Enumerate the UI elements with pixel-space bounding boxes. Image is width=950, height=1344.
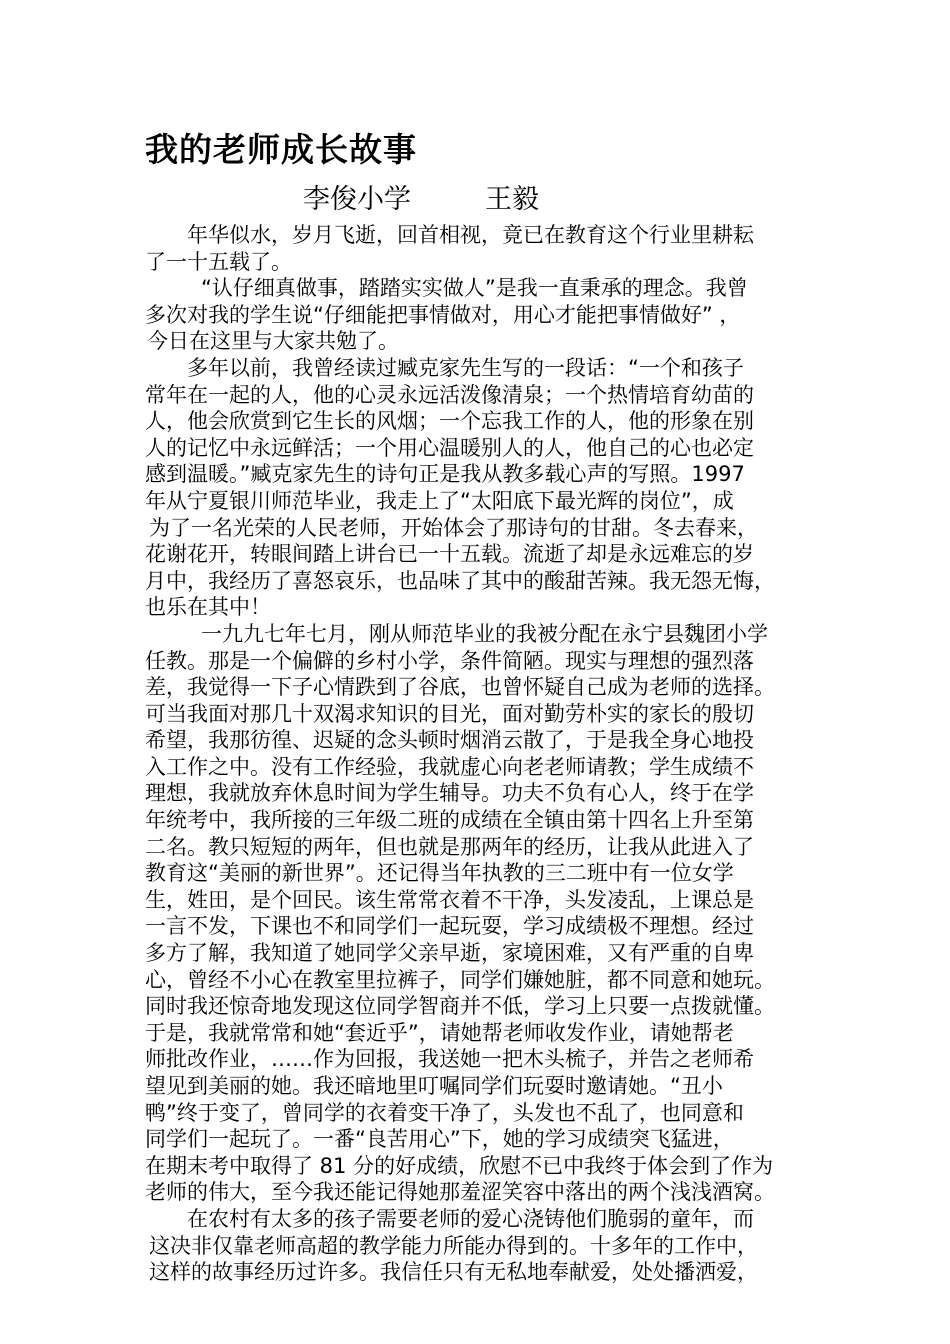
text-line: 常年在一起的人，他的心灵永远活泼像清泉；一个热情培育幼苗的 — [145, 382, 754, 407]
text-line: 希望，我那彷徨、迟疑的念头顿时烟消云散了，于是我全身心地投 — [145, 728, 754, 753]
text-line: 多年以前，我曾经读过臧克家先生写的一段话：“一个和孩子 — [187, 355, 744, 380]
text-line: 年从宁夏银川师范毕业，我走上了“太阳底下最光辉的岗位”，成 — [145, 488, 734, 513]
text-line: 多方了解，我知道了她同学父亲早逝，家境困难，又有严重的自卑 — [145, 941, 754, 966]
text-line: 望见到美丽的她。我还暗地里叮嘱同学们玩耍时邀请她。“丑小 — [145, 1074, 723, 1098]
text-line: 了一十五载了。 — [145, 249, 292, 274]
text-line: 为了一名光荣的人民老师，开始体会了那诗句的甘甜。冬去春来， — [149, 515, 758, 540]
text-line: 在农村有太多的孩子需要老师的爱心浇铸他们脆弱的童年，而 — [187, 1206, 754, 1231]
text-line: 感到温暖。”臧克家先生的诗句正是我从教多载心声的写照。1997 — [145, 462, 745, 487]
text-line: 心，曾经不小心在教室里拉裤子，同学们嫌她脏，都不同意和她玩。 — [145, 967, 775, 992]
text-line: 教育这“美丽的新世界”。还记得当年执教的三二班中有一位女学 — [145, 861, 734, 886]
text-line: 师批改作业，……作为回报，我送她一把木头梳子，并告之老师希 — [145, 1047, 754, 1072]
article-body — [145, 222, 805, 1286]
text-line: 人，他会欣赏到它生长的风烟；一个忘我工作的人，他的形象在别 — [145, 409, 754, 434]
text-line: 月中，我经历了喜怒哀乐，也品味了其中的酸甜苦辣。我无怨无悔， — [145, 568, 775, 593]
text-line: 也乐在其中！ — [145, 595, 271, 620]
text-line: 理想，我就放弃休息时间为学生辅导。功夫不负有心人，终于在学 — [145, 781, 754, 806]
text-line: 生，姓田，是个回民。该生常常衣着不干净，头发凌乱，上课总是 — [145, 887, 754, 912]
text-line: 可当我面对那几十双渴求知识的目光，面对勤劳朴实的家长的殷切 — [145, 701, 754, 726]
byline — [303, 180, 539, 220]
text-line: 年统考中，我所接的三年级二班的成绩在全镇由第十四名上升至第 — [145, 808, 754, 833]
text-line: 人的记忆中永远鲜活；一个用心温暖别人的人，他自己的心也必定 — [145, 435, 754, 460]
text-line: 这决非仅靠老师高超的教学能力所能办得到的。十多年的工作中， — [149, 1233, 758, 1258]
text-line: 年华似水，岁月飞逝，回首相视，竟已在教育这个行业里耕耘 — [187, 223, 754, 247]
school-name: 李俊小学 — [303, 184, 411, 215]
text-line: 任教。那是一个偏僻的乡村小学，条件简陋。现实与理想的强烈落 — [145, 648, 754, 673]
text-line: 二名。教只短短的两年，但也就是那两年的经历，让我从此进入了 — [145, 834, 754, 859]
document-title: 我的老师成长故事 — [145, 130, 417, 169]
text-line: 于是，我就常常和她“套近乎”，请她帮老师收发作业，请她帮老 — [145, 1020, 734, 1045]
text-line: 入工作之中。没有工作经验，我就虚心向老老师请教；学生成绩不 — [145, 754, 754, 779]
text-line: 在期末考中取得了 81 分的好成绩，欣慰不已中我终于体会到了作为 — [145, 1153, 774, 1178]
text-line: 鸭”终于变了，曾同学的衣着变干净了，头发也不乱了，也同意和 — [145, 1100, 744, 1125]
text-line: 这样的故事经历过许多。我信任只有无私地奉献爱，处处播洒爱， — [149, 1260, 758, 1285]
text-line: 同学们一起玩了。一番“良苦用心”下，她的学习成绩突飞猛进， — [145, 1127, 734, 1152]
text-line: 差，我觉得一下子心情跌到了谷底，也曾怀疑自己成为老师的选择。 — [145, 675, 775, 700]
text-line: 一九九七年七月，刚从师范毕业的我被分配在永宁县魏团小学 — [201, 621, 768, 646]
text-line: 今日在这里与大家共勉了。 — [147, 329, 399, 354]
text-line: 同时我还惊奇地发现这位同学智商并不低，学习上只要一点拨就懂。 — [145, 994, 775, 1019]
text-line: 花谢花开，转眼间踏上讲台已一十五载。流逝了却是永远难忘的岁 — [145, 542, 754, 567]
text-line: 多次对我的学生说“仔细能把事情做对，用心才能把事情做好” ， — [145, 302, 741, 327]
author-name: 王毅 — [485, 184, 539, 215]
text-line: 老师的伟大，至今我还能记得她那羞涩笑容中落出的两个浅浅酒窝。 — [145, 1180, 775, 1205]
text-line: “认仔细真做事，踏踏实实做人”是我一直秉承的理念。我曾 — [201, 276, 748, 301]
text-line: 一言不发，下课也不和同学们一起玩耍，学习成绩极不理想。经过 — [145, 914, 754, 939]
